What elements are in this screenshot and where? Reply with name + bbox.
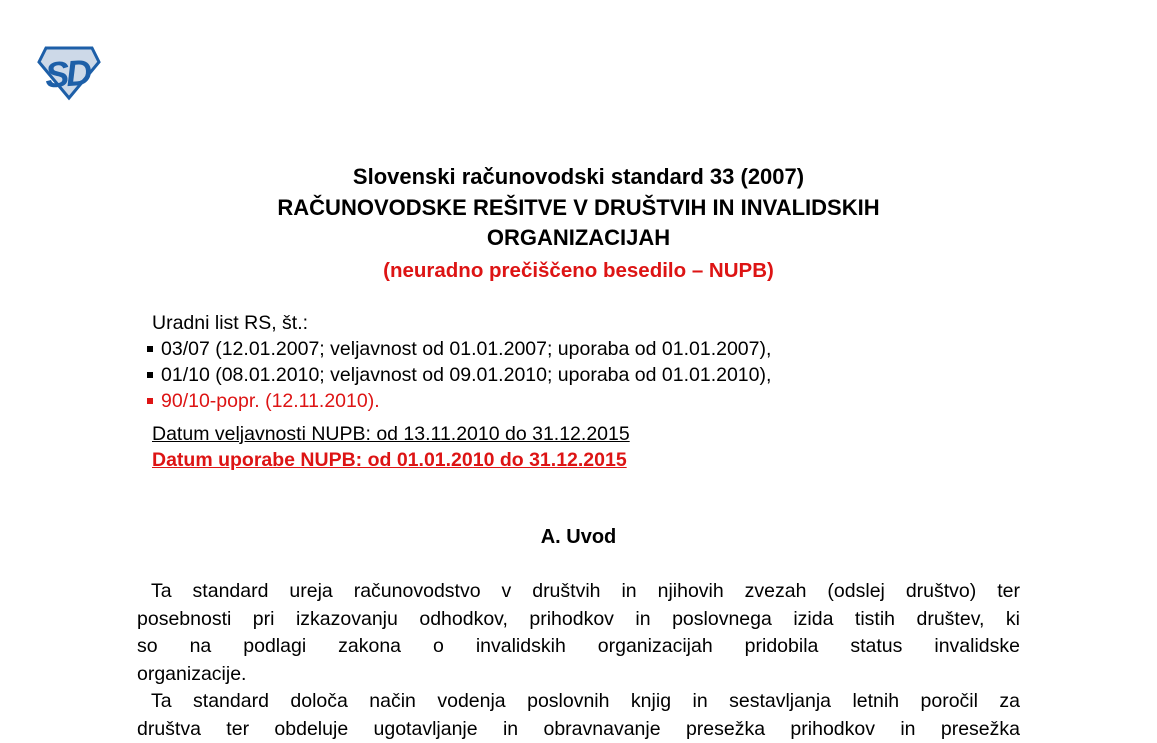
gazette-item xyxy=(147,362,1027,388)
subtitle-nupb: (neuradno prečiščeno besedilo – NUPB) xyxy=(383,258,774,282)
gazette-item-text: 01/10 (08.01.2010; veljavnost od 09.01.2010; uporaba od 01.01.2010), xyxy=(161,364,772,386)
logo-letters: SD xyxy=(43,51,91,96)
section-heading-uvod: A. Uvod xyxy=(540,526,617,548)
gazette-item xyxy=(147,336,1027,362)
paragraph1-line: organizacije. xyxy=(137,662,247,685)
paragraph1-line: posebnosti pri izkazovanju odhodkov, prihodkov in poslovnega izida tistih društev, ki xyxy=(137,607,1020,630)
paragraph1-line: so na podlagi zakona o invalidskih organizacijah pridobila status invalidske xyxy=(137,635,1020,657)
gazette-item-correction xyxy=(147,388,1027,414)
title-line-2: RAČUNOVODSKE REŠITVE V DRUŠTVIH IN INVALIDSKIH xyxy=(277,194,880,220)
gazette-item-text: 90/10-popr. (12.11.2010). xyxy=(161,390,380,412)
paragraph2-line: društva ter obdeluje ugotavljanje in obravnavanje presežka prihodkov in presežka xyxy=(137,717,1020,740)
square-bullet-icon xyxy=(147,398,153,404)
validity-date-line: Datum veljavnosti NUPB: od 13.11.2010 do 31.12.2015 xyxy=(152,423,630,445)
body-paragraphs xyxy=(137,578,1020,743)
sd-shield-logo-icon xyxy=(36,45,102,101)
square-bullet-icon xyxy=(147,346,153,352)
document-title-block xyxy=(137,162,1020,286)
gazette-item-text: 03/07 (12.01.2007; veljavnost od 01.01.2007; uporaba od 01.01.2007), xyxy=(161,338,772,360)
square-bullet-icon xyxy=(147,372,153,378)
title-line-3: ORGANIZACIJAH xyxy=(486,225,671,250)
title-line-1: Slovenski računovodski standard 33 (2007) xyxy=(352,164,805,189)
gazette-intro: Uradni list RS, št.: xyxy=(152,312,309,334)
usage-date-line: Datum uporabe NUPB: od 01.01.2010 do 31.12.2015 xyxy=(152,449,627,471)
paragraph2-line: Ta standard določa način vodenja poslovnih knjig in sestavljanja letnih poročil za xyxy=(151,690,1020,712)
paragraph1-line: Ta standard ureja računovodstvo v društvih in njihovih zvezah (odslej društvo) ter xyxy=(151,580,1020,602)
official-gazette-list xyxy=(147,310,1027,414)
validity-dates-block xyxy=(152,421,630,473)
